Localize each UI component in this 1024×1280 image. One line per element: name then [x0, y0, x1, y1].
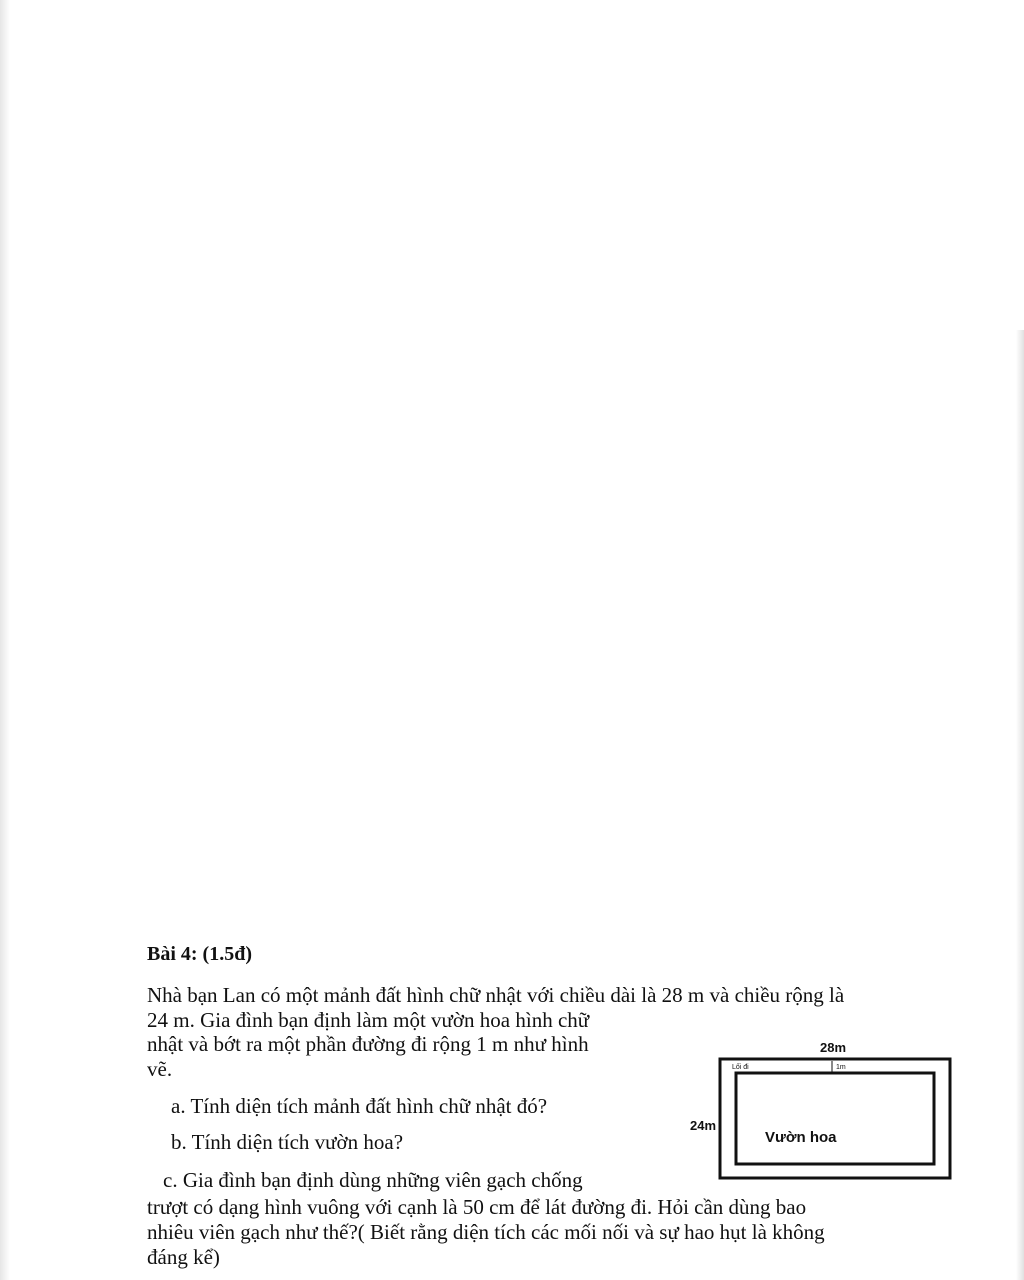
problem-line-2: 24 m. Gia đình bạn định làm một vườn hoa hình chữ — [147, 1008, 590, 1032]
problem-line-3: nhật và bớt ra một phần đường đi rộng 1 m như hình — [147, 1032, 589, 1056]
path-width-label: 1m — [836, 1064, 846, 1071]
path-label: Lối đi — [732, 1064, 749, 1071]
problem-line-4: vẽ. — [147, 1057, 173, 1081]
question-a: a. Tính diện tích mảnh đất hình chữ nhật đó? — [171, 1094, 548, 1118]
garden-label: Vườn hoa — [765, 1129, 837, 1146]
problem-line-1: Nhà bạn Lan có một mảnh đất hình chữ nhật với chiều dài là 28 m và chiều rộng là — [147, 983, 845, 1007]
question-b: b. Tính diện tích vườn hoa? — [171, 1130, 404, 1154]
question-c-line-2: trượt có dạng hình vuông với cạnh là 50 cm để lát đường đi. Hỏi cần dùng bao — [147, 1195, 807, 1219]
width-label: 24m — [690, 1118, 717, 1133]
question-c-line-4: đáng kể) — [147, 1245, 220, 1269]
problem-title: Bài 4: (1.5đ) — [147, 943, 252, 965]
question-c-line-3: nhiêu viên gạch như thế?( Biết rằng diện tích các mối nối và sự hao hụt là không — [147, 1220, 825, 1244]
garden-inner-rectangle — [736, 1073, 934, 1164]
question-c-line-1: c. Gia đình bạn định dùng những viên gạch chống — [163, 1168, 583, 1192]
land-outer-rectangle — [720, 1059, 950, 1178]
length-label: 28m — [820, 1040, 847, 1055]
